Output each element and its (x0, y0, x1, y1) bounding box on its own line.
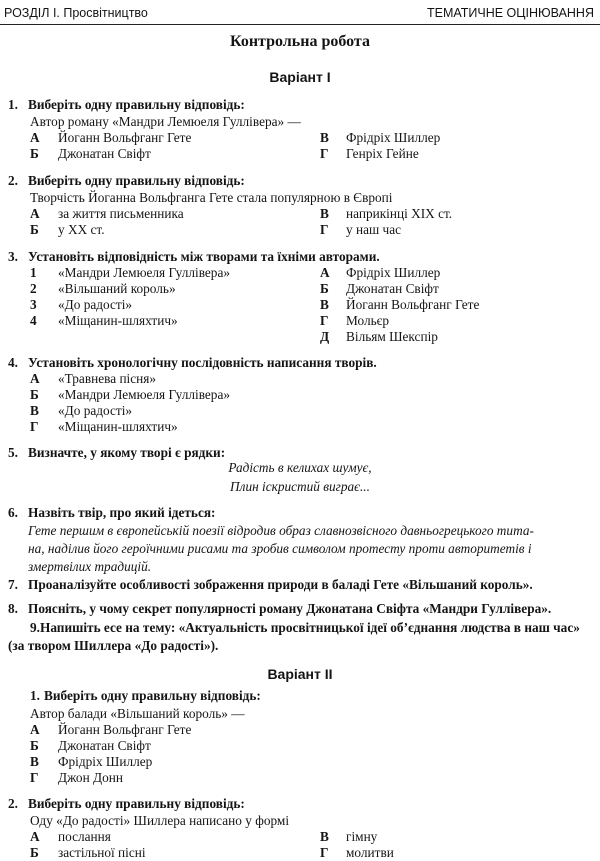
question-number: 2. (8, 796, 18, 811)
page-title: Контрольна робота (230, 33, 370, 50)
work-title: «До радості» (58, 297, 133, 312)
option-text: «До радості» (58, 403, 133, 418)
option-letter: Б (30, 845, 39, 860)
question-number: 5. (8, 445, 18, 460)
question-prompt: Виберіть одну правильну відповідь: (44, 688, 261, 703)
question-number: 1. (30, 688, 40, 703)
option-letter: В (30, 403, 39, 418)
option-text: Йоганн Вольфганг Гете (58, 130, 192, 145)
option-letter: Г (30, 419, 39, 434)
poem-line: Радість в келихах шумує, (228, 460, 372, 475)
section-label: РОЗДІЛ І. Просвітництво (4, 6, 148, 20)
question-prompt: Визначте, у якому творі є рядки: (28, 445, 226, 460)
poem-line: Плин іскристий виграє... (230, 479, 370, 494)
work-number: 1 (30, 265, 37, 280)
work-title: «Міщанин-шляхтич» (58, 313, 178, 328)
question-number: 4. (8, 355, 18, 370)
question-prompt: Установіть відповідність між творами та їхніми авторами. (28, 249, 380, 264)
option-letter: А (30, 829, 40, 844)
essay-prompt: 9.Напишіть есе на тему: «Актуальність просвітницької ідеї об’єднання людства в наш час» (30, 620, 580, 635)
author-letter: Б (320, 281, 329, 296)
option-letter: А (30, 130, 40, 145)
option-text: Фрідріх Шиллер (58, 754, 153, 769)
variant-1-heading: Варіант І (269, 69, 331, 85)
option-text: Джонатан Свіфт (58, 738, 151, 753)
option-text: у наш час (346, 222, 402, 237)
option-text: молитви (346, 845, 394, 860)
work-number: 3 (30, 297, 37, 312)
author-letter: Г (320, 313, 329, 328)
option-text: наприкінці ХІХ ст. (346, 206, 453, 221)
work-number: 2 (30, 281, 37, 296)
option-text: за життя письменника (58, 206, 184, 221)
option-text: Генріх Гейне (346, 146, 419, 161)
option-letter: Г (320, 845, 329, 860)
assessment-label: ТЕМАТИЧНЕ ОЦІНЮВАННЯ (427, 6, 594, 20)
option-letter: А (30, 206, 40, 221)
question-number: 3. (8, 249, 18, 264)
work-number: 4 (30, 313, 37, 328)
author-letter: А (320, 265, 330, 280)
option-letter: Г (30, 770, 39, 785)
work-title: «Мандри Лемюеля Гуллівера» (58, 265, 231, 280)
author-name: Йоганн Вольфганг Гете (346, 297, 480, 312)
option-letter: В (320, 206, 329, 221)
header-rule (0, 24, 600, 25)
option-letter: Г (320, 222, 329, 237)
option-letter: А (30, 371, 40, 386)
essay-prompt: (за твором Шиллера «До радості»). (8, 638, 219, 653)
option-letter: Г (320, 146, 329, 161)
option-text: Джонатан Свіфт (58, 146, 151, 161)
option-text: Джон Донн (58, 770, 123, 785)
question-number: 7. (8, 577, 18, 592)
author-name: Джонатан Свіфт (346, 281, 439, 296)
question-number: 8. (8, 601, 18, 616)
option-letter: Б (30, 738, 39, 753)
author-letter: Д (320, 329, 330, 344)
option-letter: А (30, 722, 40, 737)
option-letter: В (320, 130, 329, 145)
question-stem: Автор балади «Вільшаний король» — (30, 706, 245, 721)
option-text: Йоганн Вольфганг Гете (58, 722, 192, 737)
description-line: змертвілих традицій. (28, 559, 152, 574)
option-text: «Міщанин-шляхтич» (58, 419, 178, 434)
question-number: 6. (8, 505, 18, 520)
author-name: Вільям Шекспір (346, 329, 438, 344)
question-prompt: Назвіть твір, про який ідеться: (28, 505, 216, 520)
question-stem: Творчість Йоганна Вольфганга Гете стала популярною в Європі (30, 190, 393, 205)
work-title: «Вільшаний король» (58, 281, 176, 296)
question-prompt: Виберіть одну правильну відповідь: (28, 173, 245, 188)
running-header (4, 6, 594, 26)
option-text: послання (58, 829, 111, 844)
option-text: «Мандри Лемюеля Гуллівера» (58, 387, 231, 402)
option-letter: В (30, 754, 39, 769)
option-letter: Б (30, 222, 39, 237)
author-name: Фрідріх Шиллер (346, 265, 441, 280)
option-text: гімну (346, 829, 378, 844)
option-letter: Б (30, 387, 39, 402)
question-prompt: Установіть хронологічну послідовність написання творів. (28, 355, 377, 370)
option-text: застільної пісні (58, 845, 146, 860)
question-stem: Оду «До радості» Шиллера написано у формі (30, 813, 290, 828)
question-number: 2. (8, 173, 18, 188)
author-name: Мольєр (346, 313, 390, 328)
description-line: Гете першим в європейській поезії відродив образ славнозвісного давньогрецького тита- (28, 523, 534, 538)
question-prompt: Поясніть, у чому секрет популярності роману Джонатана Свіфта «Мандри Гуллівера». (28, 601, 552, 616)
option-text: у ХХ ст. (58, 222, 105, 237)
question-number: 1. (8, 97, 18, 112)
author-letter: В (320, 297, 329, 312)
description-line: на, наділив його героїчними рисами та зробив символом протесту проти авторитетів і (28, 541, 532, 556)
variant-2-heading: Варіант ІІ (267, 666, 333, 682)
question-prompt: Проаналізуйте особливості зображення природи в баладі Гете «Вільшаний король». (28, 577, 533, 592)
option-text: «Травнева пісня» (58, 371, 157, 386)
option-letter: Б (30, 146, 39, 161)
question-prompt: Виберіть одну правильну відповідь: (28, 97, 245, 112)
option-letter: В (320, 829, 329, 844)
question-stem: Автор роману «Мандри Лемюеля Гуллівера» — (30, 114, 301, 129)
question-prompt: Виберіть одну правильну відповідь: (28, 796, 245, 811)
option-text: Фрідріх Шиллер (346, 130, 441, 145)
